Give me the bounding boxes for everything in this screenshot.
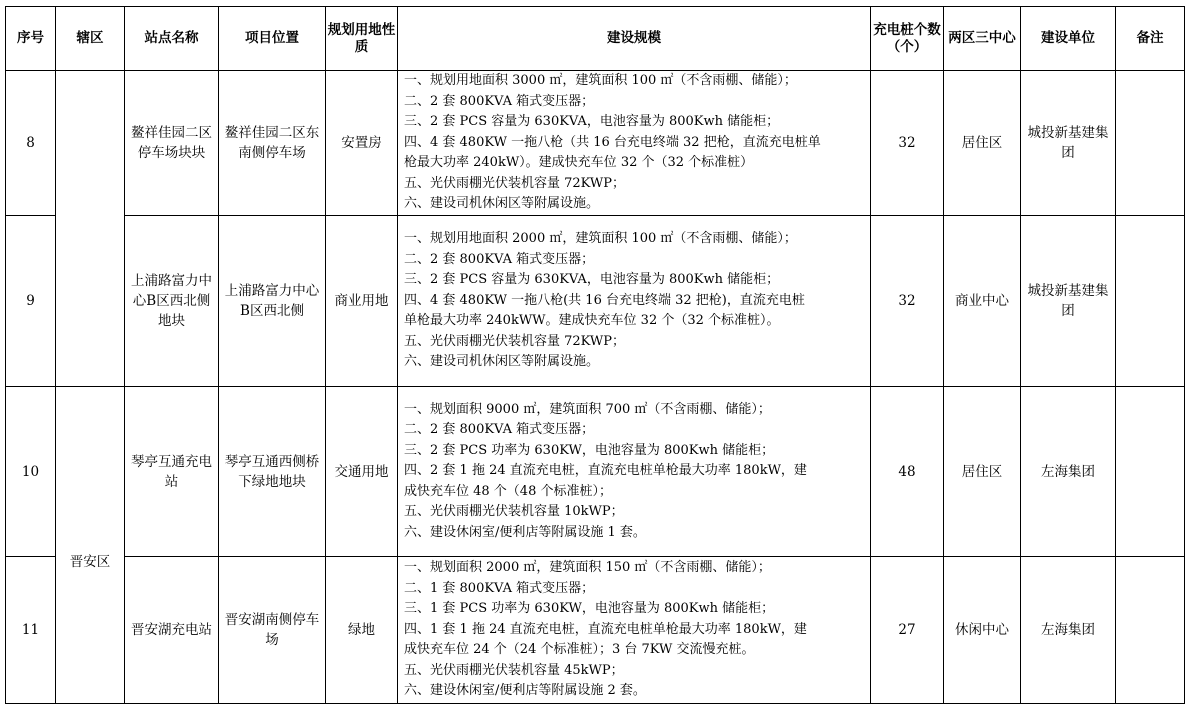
header-district: 辖区 xyxy=(56,7,125,71)
scale-line: 五、光伏雨棚光伏装机容量 10kWP； xyxy=(404,504,624,520)
row-scale xyxy=(398,71,871,216)
row-land: 安置房 xyxy=(326,71,398,216)
header-no: 序号 xyxy=(6,7,56,71)
row-remark xyxy=(1116,557,1185,704)
header-builder: 建设单位 xyxy=(1021,7,1116,71)
scale-line: 六、建设司机休闲区等附属设施。 xyxy=(404,196,600,212)
row-builder: 城投新基建集团 xyxy=(1021,216,1116,387)
header-location: 项目位置 xyxy=(219,7,326,71)
row-land: 交通用地 xyxy=(326,387,398,557)
row-no: 9 xyxy=(6,216,56,387)
scale-line: 成快充车位 24 个（24 个标准桩）；3 台 7KW 交流慢充桩。 xyxy=(404,642,755,658)
charging-station-table xyxy=(5,6,1185,704)
row-district xyxy=(56,71,125,387)
row-no: 8 xyxy=(6,71,56,216)
scale-line: 二、2 套 800KVA 箱式变压器； xyxy=(404,251,595,267)
header-row xyxy=(6,7,1185,71)
scale-line: 二、1 套 800KVA 箱式变压器； xyxy=(404,580,595,596)
row-station: 鳌祥佳园二区停车场块块 xyxy=(125,71,219,216)
row-location: 上浦路富力中心B区西北侧 xyxy=(219,216,326,387)
row-no: 10 xyxy=(6,387,56,557)
scale-line: 三、2 套 PCS 功率为 630KW，电池容量为 800Kwh 储能柜； xyxy=(404,442,775,458)
row-station: 琴亭互通充电站 xyxy=(125,387,219,557)
row-zone: 居住区 xyxy=(944,71,1021,216)
scale-line: 一、规划面积 2000 ㎡，建筑面积 150 ㎡（不含雨棚、储能）； xyxy=(404,560,771,576)
row-location: 琴亭互通西侧桥下绿地地块 xyxy=(219,387,326,557)
row-station: 上浦路富力中心B区西北侧地块 xyxy=(125,216,219,387)
row-no: 11 xyxy=(6,557,56,704)
row-count: 32 xyxy=(871,71,944,216)
table-row xyxy=(6,71,1185,216)
row-location: 晋安湖南侧停车场 xyxy=(219,557,326,704)
table-row xyxy=(6,387,1185,557)
row-scale xyxy=(398,387,871,557)
scale-line: 五、光伏雨棚光伏装机容量 45kWP； xyxy=(404,662,624,678)
header-station: 站点名称 xyxy=(125,7,219,71)
row-station: 晋安湖充电站 xyxy=(125,557,219,704)
scale-line: 五、光伏雨棚光伏装机容量 72KWP； xyxy=(404,175,626,191)
header-scale: 建设规模 xyxy=(398,7,871,71)
scale-line: 四、4 套 480KW 一拖八枪（共 16 台充电终端 32 把枪，直流充电桩单 xyxy=(404,134,821,150)
scale-line: 六、建设休闲室/便利店等附属设施 1 套。 xyxy=(404,524,646,540)
scale-line: 六、建设休闲室/便利店等附属设施 2 套。 xyxy=(404,683,646,699)
scale-line: 四、1 套 1 拖 24 直流充电桩，直流充电桩单枪最大功率 180kW，建 xyxy=(404,621,807,637)
row-remark xyxy=(1116,387,1185,557)
header-zone: 两区三中心 xyxy=(944,7,1021,71)
row-zone: 休闲中心 xyxy=(944,557,1021,704)
scale-line: 六、建设司机休闲区等附属设施。 xyxy=(404,354,600,370)
header-land: 规划用地性质 xyxy=(326,7,398,71)
row-location: 鳌祥佳园二区东南侧停车场 xyxy=(219,71,326,216)
row-count: 32 xyxy=(871,216,944,387)
header-remark: 备注 xyxy=(1116,7,1185,71)
row-count: 48 xyxy=(871,387,944,557)
scale-line: 二、2 套 800KVA 箱式变压器； xyxy=(404,422,595,438)
row-scale xyxy=(398,216,871,387)
row-land: 绿地 xyxy=(326,557,398,704)
scale-line: 单枪最大功率 240kWW。建成快充车位 32 个（32 个标准桩）。 xyxy=(404,313,780,329)
row-scale xyxy=(398,557,871,704)
table-row xyxy=(6,216,1185,387)
scale-line: 一、规划用地面积 3000 ㎡，建筑面积 100 ㎡（不含雨棚、储能）； xyxy=(404,73,797,89)
row-builder: 左海集团 xyxy=(1021,387,1116,557)
row-district: 晋安区 xyxy=(56,387,125,704)
row-land: 商业用地 xyxy=(326,216,398,387)
scale-line: 四、2 套 1 拖 24 直流充电桩，直流充电桩单枪最大功率 180kW，建 xyxy=(404,463,807,479)
row-count: 27 xyxy=(871,557,944,704)
scale-line: 三、1 套 PCS 功率为 630KW，电池容量为 800Kwh 储能柜； xyxy=(404,601,775,617)
row-builder: 左海集团 xyxy=(1021,557,1116,704)
table-row xyxy=(6,557,1185,704)
scale-line: 五、光伏雨棚光伏装机容量 72KWP； xyxy=(404,333,626,349)
row-zone: 居住区 xyxy=(944,387,1021,557)
row-builder: 城投新基建集团 xyxy=(1021,71,1116,216)
row-remark xyxy=(1116,71,1185,216)
scale-line: 一、规划用地面积 2000 ㎡，建筑面积 100 ㎡（不含雨棚、储能）； xyxy=(404,231,797,247)
scale-line: 三、2 套 PCS 容量为 630KVA，电池容量为 800Kwh 储能柜； xyxy=(404,272,780,288)
scale-line: 四、4 套 480KW 一拖八枪(共 16 台充电终端 32 把枪)，直流充电桩 xyxy=(404,292,805,308)
row-zone: 商业中心 xyxy=(944,216,1021,387)
header-count: 充电桩个数（个） xyxy=(871,7,944,71)
scale-line: 二、2 套 800KVA 箱式变压器； xyxy=(404,93,595,109)
scale-line: 三、2 套 PCS 容量为 630KVA，电池容量为 800Kwh 储能柜； xyxy=(404,114,780,130)
row-remark xyxy=(1116,216,1185,387)
scale-line: 枪最大功率 240kW）。建成快充车位 32 个（32 个标准桩） xyxy=(404,155,754,171)
scale-line: 一、规划面积 9000 ㎡，建筑面积 700 ㎡（不含雨棚、储能）； xyxy=(404,401,771,417)
scale-line: 成快充车位 48 个（48 个标准桩）； xyxy=(404,483,612,499)
